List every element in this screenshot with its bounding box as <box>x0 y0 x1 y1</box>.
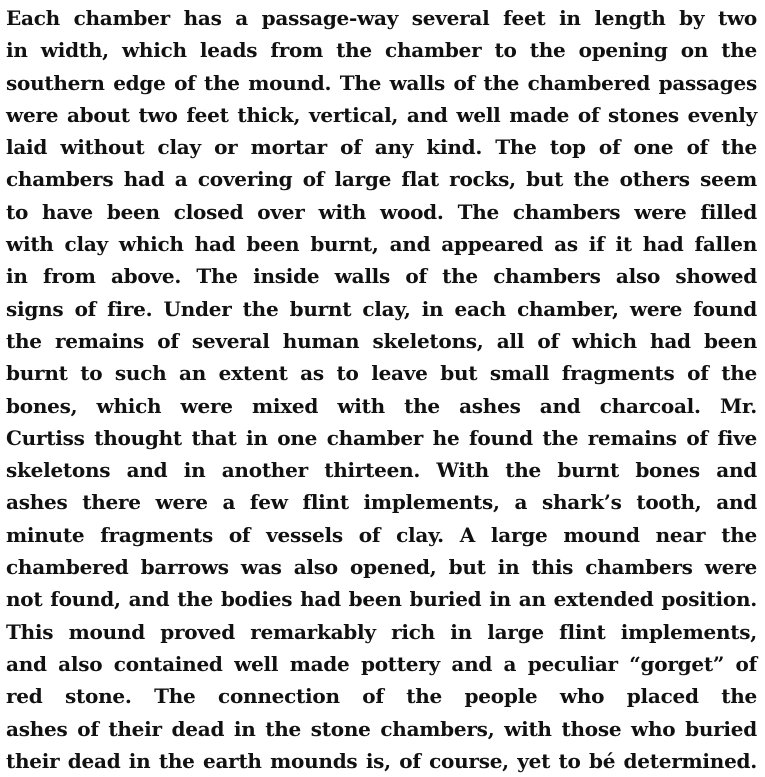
text-line-22: red stone. The connection of the people who placed the <box>6 684 757 709</box>
text-line-9: in from above. The inside walls of the chambers also showed <box>6 264 757 289</box>
text-paragraph <box>6 2 757 777</box>
text-line-17: minute fragments of vessels of clay. A large mound near the <box>6 522 757 547</box>
text-line-8: with clay which had been burnt, and appeared as if it had fallen <box>6 232 757 257</box>
text-line-6: chambers had a covering of large flat rocks, but the others seem <box>6 167 757 192</box>
text-line-1: Each chamber has a passage-way several feet in length by two <box>6 6 757 30</box>
text-line-7: to have been closed over with wood. The chambers were filled <box>6 199 757 224</box>
text-line-13: bones, which were mixed with the ashes and charcoal. Mr. <box>6 393 757 418</box>
text-line-15: skeletons and in another thirteen. With the burnt bones and <box>6 458 757 483</box>
text-line-11: the remains of several human skeletons, all of which had been <box>6 328 757 353</box>
text-line-12: burnt to such an extent as to leave but small fragments of the <box>6 361 757 386</box>
text-line-20: This mound proved remarkably rich in large flint implements, <box>6 619 757 644</box>
text-line-18: chambered barrows was also opened, but in this chambers were <box>6 555 757 580</box>
text-line-19: not found, and the bodies had been buried in an extended position. <box>6 587 757 612</box>
text-line-23: ashes of their dead in the stone chambers, with those who buried <box>6 716 757 741</box>
text-line-4: were about two feet thick, vertical, and well made of stones evenly <box>6 102 757 127</box>
text-line-3: southern edge of the mound. The walls of the chambered passages <box>6 70 757 95</box>
text-line-14: Curtiss thought that in one chamber he found the remains of five <box>6 425 757 450</box>
text-line-24: their dead in the earth mounds is, of course, yet to bé determined. <box>6 748 757 773</box>
text-line-2: in width, which leads from the chamber to the opening on the <box>6 38 757 63</box>
text-line-5: laid without clay or mortar of any kind. The top of one of the <box>6 135 757 160</box>
text-line-21: and also contained well made pottery and a peculiar “gorget” of <box>6 651 757 676</box>
text-line-16: ashes there were a few flint implements, a shark’s tooth, and <box>6 490 757 515</box>
text-line-10: signs of fire. Under the burnt clay, in each chamber, were found <box>6 296 757 321</box>
